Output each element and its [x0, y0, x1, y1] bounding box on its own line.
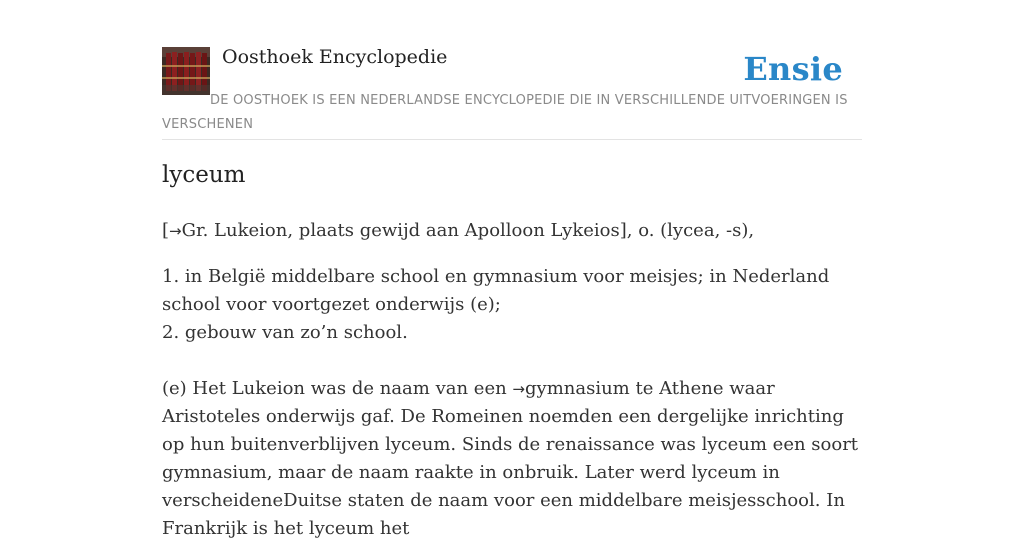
ensie-logo[interactable]: Ensie: [743, 50, 843, 88]
definition-sense-1: 1. in België middelbare school en gymnasium voor meisjes; in Nederland school voor voortgezet onderwijs (e);: [162, 266, 830, 315]
books-icon: [162, 47, 210, 95]
entry-definition: [162, 263, 862, 543]
etymology-open-bracket: [: [162, 220, 170, 241]
header-divider: [162, 139, 862, 140]
definition-sense-2: 2. gebouw van zo’n school.: [162, 322, 408, 343]
site-tagline: DE OOSTHOEK IS EEN NEDERLANDSE ENCYCLOPEDIE DIE IN VERSCHILLENDE UITVOERINGEN IS VERSCHENEN: [162, 93, 848, 132]
cross-reference-arrow-icon: →: [512, 380, 525, 398]
encyclopedia-books-avatar[interactable]: [162, 47, 210, 95]
etymology-text: Gr. Lukeion, plaats gewijd aan Apolloon Lykeios], o. (lycea, -s),: [181, 220, 755, 241]
paragraph-gap: [162, 347, 862, 375]
note-text-before-link: (e) Het Lukeion was de naam van een: [162, 378, 513, 399]
encyclopedic-note: [162, 375, 862, 543]
cross-reference-arrow-icon: →: [169, 222, 182, 240]
entry-headword: lyceum: [162, 162, 246, 188]
site-name[interactable]: Oosthoek Encyclopedie: [222, 46, 448, 68]
entry-etymology: [162, 217, 862, 245]
note-link-and-text[interactable]: gymnasium te Athene waar Aristoteles onderwijs gaf. De Romeinen noemden een dergelijke inrichting op hun buitenverblijven lyceum. Sinds de renaissance was lyceum een soort gymnasium, maar de naam raakte in onbruik. Later werd lyceum in verscheideneDuitse staten de naam voor een middelbare meisjesschool. In Frankrijk is het lyceum het: [162, 378, 859, 539]
